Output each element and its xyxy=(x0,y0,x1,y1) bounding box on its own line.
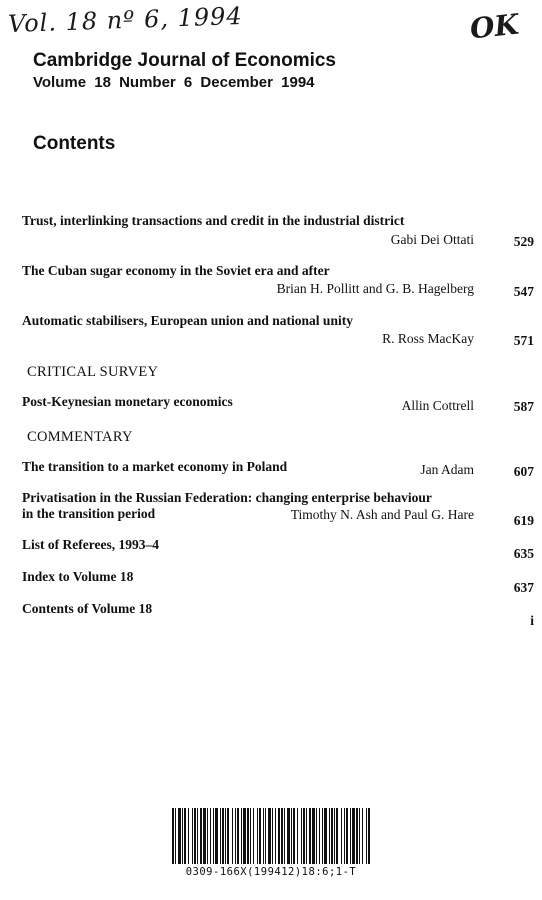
article-author: R. Ross MacKay xyxy=(382,331,474,346)
page-number: 635 xyxy=(513,546,534,561)
page-number: 637 xyxy=(513,580,534,595)
article-author: Timothy N. Ash and Paul G. Hare xyxy=(290,507,474,522)
article-title: Index to Volume 18 xyxy=(22,569,134,584)
contents-heading: Contents xyxy=(33,133,116,154)
page-number: i xyxy=(530,613,534,628)
journal-title: Cambridge Journal of Economics xyxy=(33,50,336,71)
handwritten-volume-note: Vol. 18 nº 6, 1994 xyxy=(7,1,244,39)
article-author: Jan Adam xyxy=(420,462,474,477)
toc-entry xyxy=(22,537,534,561)
issue-line: Volume 18 Number 6 December 1994 xyxy=(33,74,315,91)
toc-entry xyxy=(22,394,534,414)
toc-entry xyxy=(22,213,534,249)
article-title: Trust, interlinking transactions and credit in the industrial district xyxy=(22,213,405,228)
page-number: 529 xyxy=(513,234,534,249)
toc-entry xyxy=(22,263,534,299)
barcode-number: 0309-166X(199412)18:6;1-T xyxy=(185,866,357,878)
page-number: 547 xyxy=(513,284,534,299)
page-number: 587 xyxy=(513,399,534,414)
page-number: 619 xyxy=(513,513,534,528)
article-title: Contents of Volume 18 xyxy=(22,601,153,616)
article-title: The transition to a market economy in Poland xyxy=(22,459,288,474)
barcode-image xyxy=(170,808,372,864)
toc-entry xyxy=(22,569,534,595)
article-author: Gabi Dei Ottati xyxy=(390,232,474,247)
toc-entry xyxy=(22,459,534,479)
article-title: Privatisation in the Russian Federation: changing enterprise behaviour xyxy=(22,490,432,505)
article-title: Automatic stabilisers, European union and national unity xyxy=(22,313,353,328)
section-heading-critical-survey: CRITICAL SURVEY xyxy=(27,364,159,380)
article-title-continued: in the transition period xyxy=(22,506,156,521)
toc-entry xyxy=(22,313,534,348)
article-author: Brian H. Pollitt and G. B. Hagelberg xyxy=(276,281,474,296)
toc-entry xyxy=(22,490,534,528)
article-title: Post-Keynesian monetary economics xyxy=(22,394,233,409)
page-number: 571 xyxy=(513,333,534,348)
article-title: The Cuban sugar economy in the Soviet era and after xyxy=(22,263,330,278)
article-author: Allin Cottrell xyxy=(401,398,474,413)
article-title: List of Referees, 1993–4 xyxy=(22,537,159,552)
page-number: 607 xyxy=(513,464,534,479)
section-heading-commentary: COMMENTARY xyxy=(27,429,133,445)
handwritten-ok-mark: OK xyxy=(468,7,521,46)
toc-entry xyxy=(22,601,534,628)
